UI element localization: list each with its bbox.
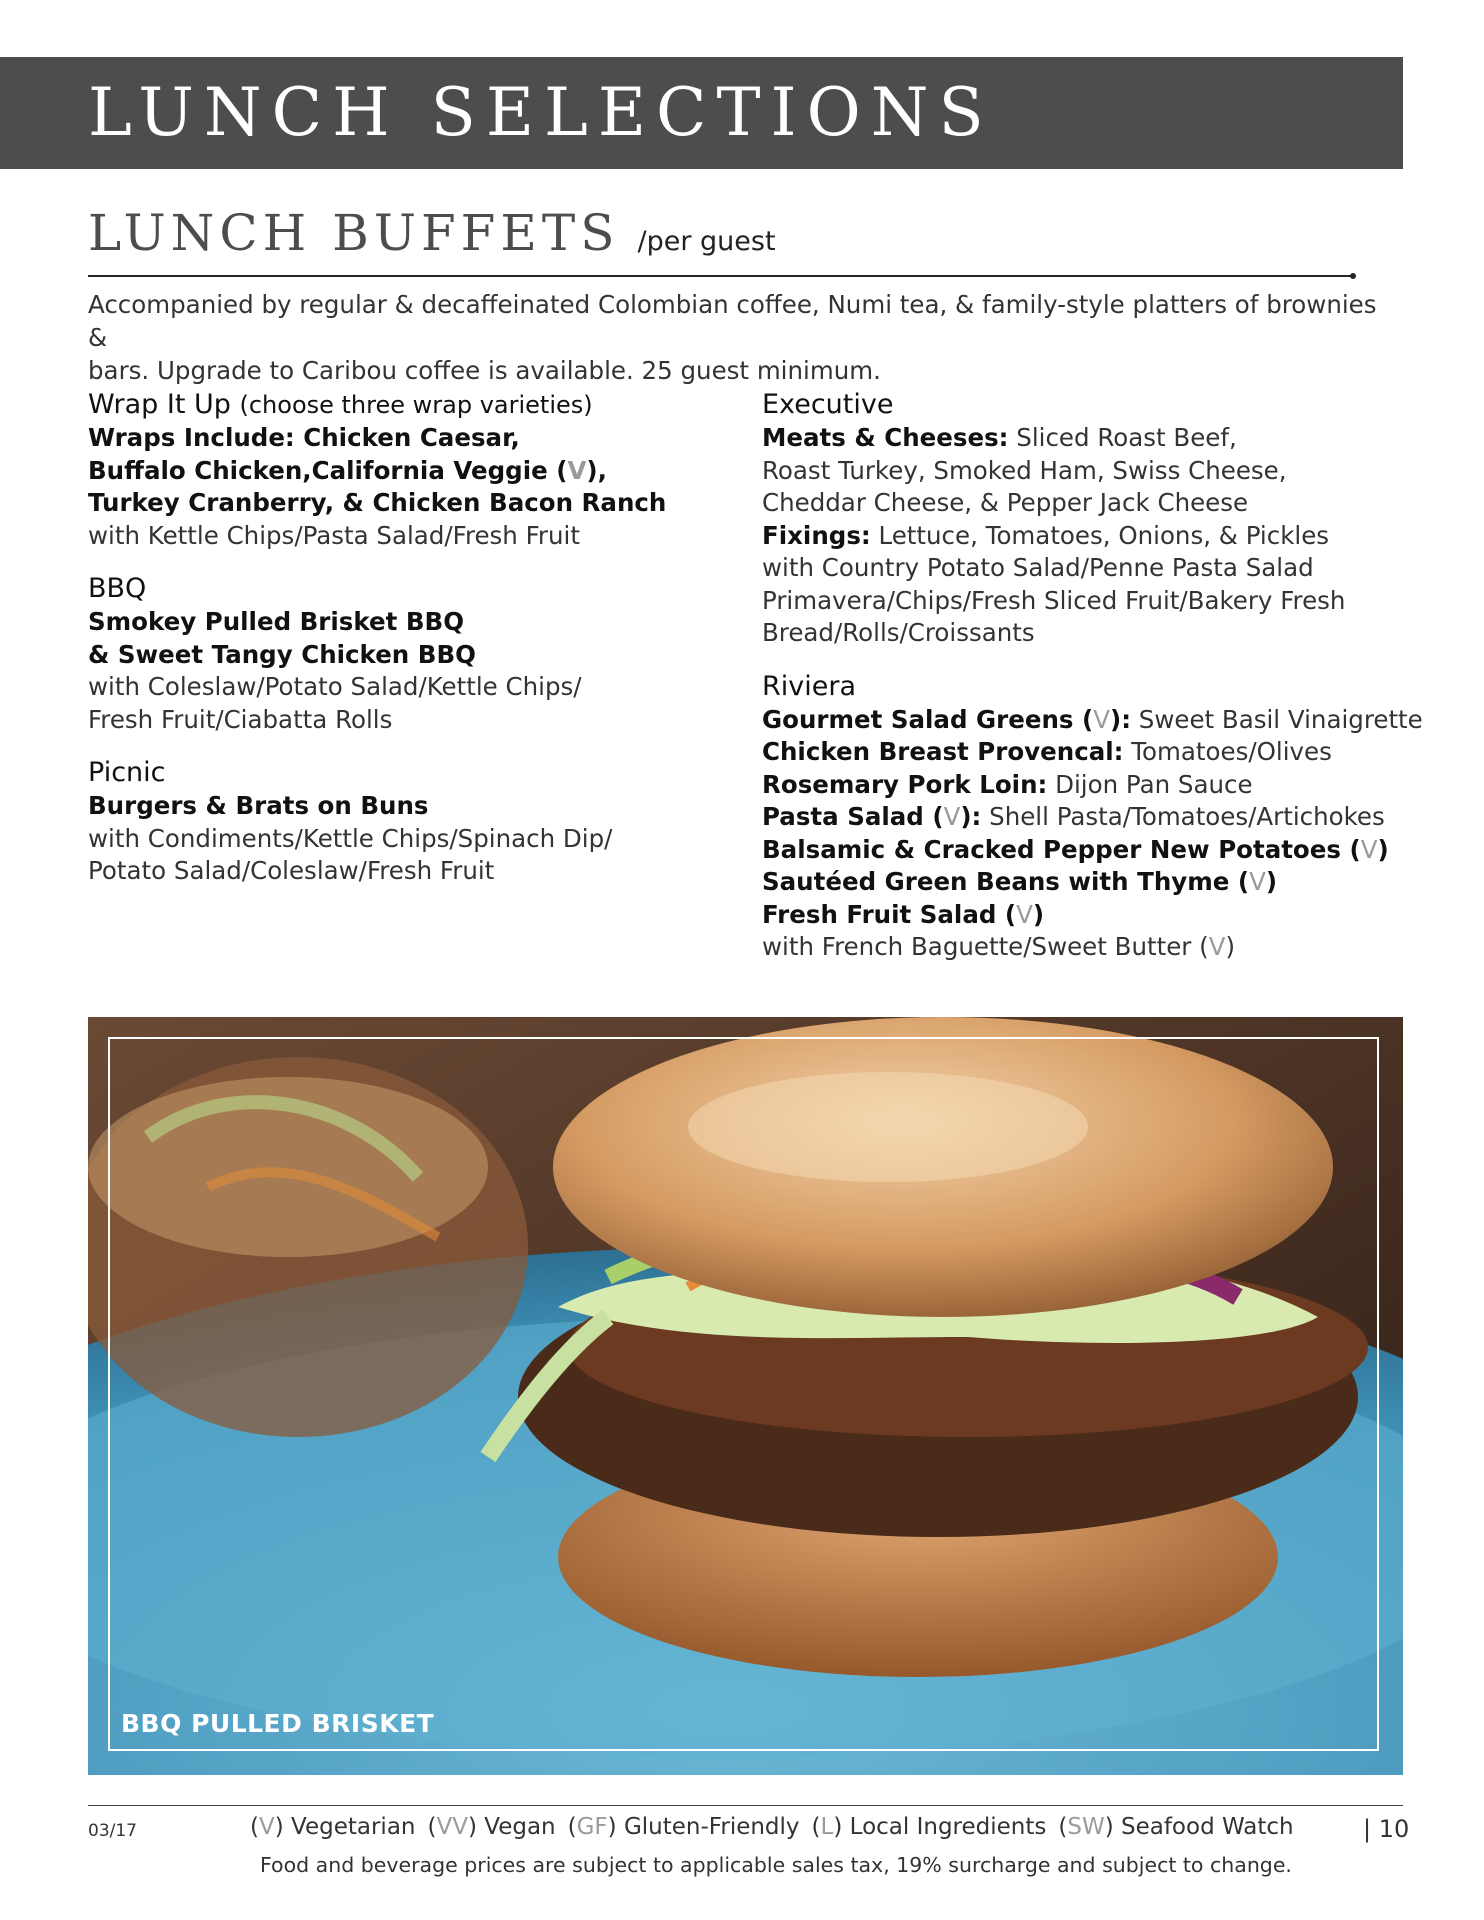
menu-line: Cheddar Cheese, & Pepper Jack Cheese <box>762 488 1249 517</box>
riviera-item-label: Balsamic & Cracked Pepper New Potatoes <box>762 834 1341 864</box>
menu-line: Turkey Cranberry, & Chicken Bacon Ranch <box>88 488 667 517</box>
menu-sides: Bread/Rolls/Croissants <box>762 618 1035 647</box>
vegetarian-mark: V <box>943 802 961 831</box>
menu-sides: with French Baguette/Sweet Butter (V) <box>762 932 1236 961</box>
legend-mark: SW <box>1067 1814 1105 1840</box>
legend-item: (GF) Gluten-Friendly <box>567 1814 800 1840</box>
legend-item: (VV) Vegan <box>427 1814 556 1840</box>
riviera-item-label: Rosemary Pork Loin: <box>762 769 1048 799</box>
legend-label: Gluten-Friendly <box>623 1814 800 1840</box>
menu-sides: Primavera/Chips/Fresh Sliced Fruit/Bakery Fresh <box>762 585 1346 615</box>
legend-label: Vegetarian <box>291 1814 416 1840</box>
menu-sides: with Country Potato Salad/Penne Pasta Salad <box>762 553 1314 582</box>
menu-line-text: Lettuce, Tomatoes, Onions, & Pickles <box>870 520 1330 550</box>
riviera-item <box>762 769 1402 802</box>
menu-item-title: BBQ <box>88 573 147 604</box>
menu-line-text: with French Baguette/Sweet Butter <box>762 932 1192 961</box>
riviera-item-label: Sautéed Green Beans with Thyme <box>762 867 1230 896</box>
menu-line-text: Buffalo Chicken,California Veggie ( <box>88 455 568 485</box>
menu-line-label: Fixings: <box>762 520 871 550</box>
section-rule <box>88 275 1353 277</box>
menu-line <box>88 455 728 488</box>
riviera-item-label: Pasta Salad <box>762 802 924 831</box>
menu-sides: with Coleslaw/Potato Salad/Kettle Chips/ <box>88 672 582 701</box>
menu-line <box>762 422 1402 455</box>
section-subtitle: /per guest <box>637 226 776 257</box>
footer-date: 03/17 <box>88 1821 137 1841</box>
vegetarian-mark: V <box>1249 867 1266 896</box>
menu-sides: with Condiments/Kettle Chips/Spinach Dip/ <box>88 823 613 853</box>
section-title: LUNCH BUFFETS <box>88 204 620 262</box>
riviera-item: Fresh Fruit Salad (V) <box>762 899 1045 929</box>
section-heading <box>88 203 1358 263</box>
page-title: LUNCH SELECTIONS <box>88 74 994 151</box>
riviera-item-desc: Sweet Basil Vinaigrette <box>1131 704 1423 734</box>
menu-line: Roast Turkey, Smoked Ham, Swiss Cheese, <box>762 455 1287 485</box>
menu-line-text: ), <box>586 455 607 485</box>
legend-label: Local Ingredients <box>849 1814 1047 1840</box>
riviera-list <box>762 704 1423 932</box>
menu-picnic <box>88 756 728 888</box>
photo-frame <box>108 1037 1379 1751</box>
menu-item-title: Executive <box>762 389 894 420</box>
menu-item-note: (choose three wrap varieties) <box>239 391 593 419</box>
menu-wrap-it-up <box>88 388 728 552</box>
legend-mark: L <box>820 1814 834 1840</box>
riviera-item-desc: Dijon Pan Sauce <box>1047 769 1253 799</box>
menu-line: Burgers & Brats on Buns <box>88 791 429 820</box>
riviera-item <box>762 736 1402 769</box>
menu-line-text: Sliced Roast Beef, <box>1008 423 1237 452</box>
menu-sides: Fresh Fruit/Ciabatta Rolls <box>88 704 393 734</box>
riviera-item-label: Fresh Fruit Salad <box>762 899 997 929</box>
intro-line: Accompanied by regular & decaffeinated Colombian coffee, Numi tea, & family-style platters of brownies & <box>88 290 1377 352</box>
menu-riviera <box>762 670 1423 964</box>
riviera-item: Sautéed Green Beans with Thyme (V) <box>762 867 1278 896</box>
riviera-item: Pasta Salad (V): Shell Pasta/Tomatoes/Artichokes <box>762 802 1385 831</box>
riviera-item-desc: Shell Pasta/Tomatoes/Artichokes <box>981 802 1385 831</box>
legend-item: (V) Vegetarian <box>250 1814 416 1840</box>
riviera-item-desc: Tomatoes/Olives <box>1123 737 1332 766</box>
page-number: | 10 <box>1363 1815 1410 1843</box>
menu-executive <box>762 388 1402 650</box>
legend-mark: V <box>258 1814 275 1840</box>
menu-sides: Potato Salad/Coleslaw/Fresh Fruit <box>88 856 495 885</box>
footer-note: Food and beverage prices are subject to applicable sales tax, 19% surcharge and subject to change. <box>260 1853 1292 1877</box>
intro-text <box>88 288 1378 387</box>
riviera-item: Gourmet Salad Greens (V): Sweet Basil Vinaigrette <box>762 704 1423 734</box>
riviera-item-suffix: : <box>1121 704 1131 734</box>
legend-label: Seafood Watch <box>1120 1814 1294 1840</box>
riviera-item-suffix: : <box>971 802 982 831</box>
legend-mark: GF <box>576 1814 608 1840</box>
intro-line: bars. Upgrade to Caribou coffee is available. 25 guest minimum. <box>88 356 881 385</box>
menu-item-title: Riviera <box>762 670 856 702</box>
menu-sides: with Kettle Chips/Pasta Salad/Fresh Fruit <box>88 520 580 550</box>
menu-line-label: Meats & Cheeses: <box>762 423 1009 452</box>
menu-bbq <box>88 572 728 736</box>
right-column <box>762 388 1423 984</box>
legend-label: Vegan <box>484 1814 556 1840</box>
vegetarian-mark: V <box>567 455 587 485</box>
dietary-legend <box>250 1814 1306 1840</box>
brisket-photo <box>88 1017 1403 1775</box>
vegetarian-mark: V <box>1360 834 1378 864</box>
menu-item-title: Wrap It Up <box>88 389 231 420</box>
riviera-item-label: Gourmet Salad Greens <box>762 704 1074 734</box>
menu-line: & Sweet Tangy Chicken BBQ <box>88 639 476 669</box>
vegetarian-mark: V <box>1016 899 1033 929</box>
vegetarian-mark: V <box>1093 704 1110 734</box>
legend-mark: VV <box>436 1814 468 1840</box>
title-bar <box>0 57 1403 169</box>
left-column <box>88 388 728 908</box>
menu-item-title: Picnic <box>88 757 166 788</box>
menu-item-name <box>88 388 728 422</box>
footer-rule <box>88 1805 1403 1806</box>
photo-caption: BBQ PULLED BRISKET <box>121 1709 435 1738</box>
menu-line: Wraps Include: Chicken Caesar, <box>88 423 520 452</box>
rule-end-dot <box>1350 273 1356 279</box>
riviera-item-label: Chicken Breast Provencal: <box>762 737 1124 766</box>
vegetarian-mark: V <box>1208 932 1226 961</box>
menu-line: Smokey Pulled Brisket BBQ <box>88 607 465 636</box>
menu-line <box>762 520 1402 553</box>
legend-item: (SW) Seafood Watch <box>1058 1814 1294 1840</box>
riviera-item: Balsamic & Cracked Pepper New Potatoes (V) <box>762 834 1389 864</box>
legend-item: (L) Local Ingredients <box>811 1814 1047 1840</box>
